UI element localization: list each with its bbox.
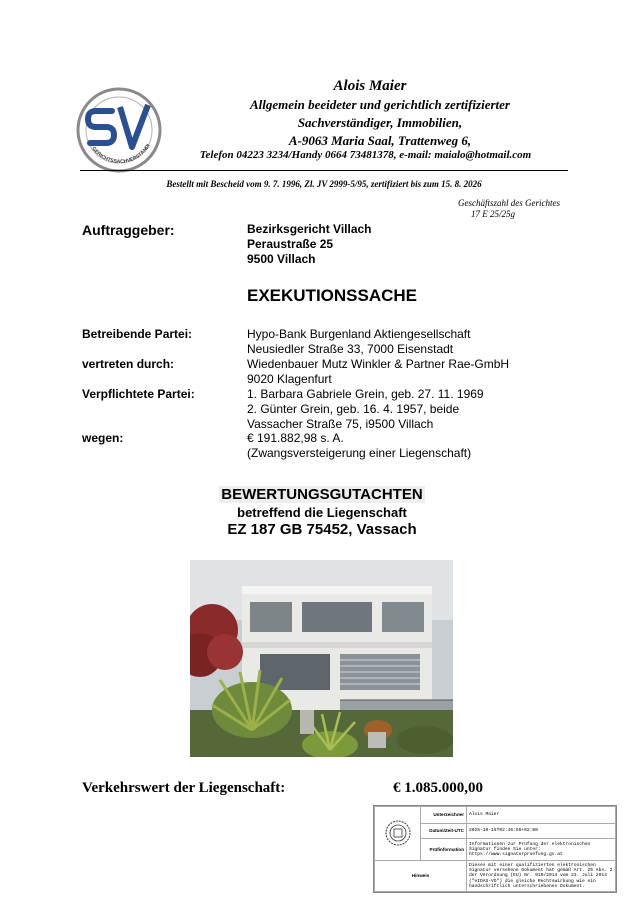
plaintiff-name: Hypo-Bank Burgenland Aktiengesellschaft [247,327,471,341]
client-street: Peraustraße 25 [247,237,334,251]
plaintiff-address: Neusiedler Straße 33, 7000 Eisenstadt [247,342,454,356]
representative-label: vertreten durch: [82,357,175,371]
market-value-label: Verkehrswert der Liegenschaft: [82,780,286,796]
signer-value: Alois Maier [467,807,616,824]
property-photo [190,560,453,757]
letterhead-divider [80,170,568,171]
market-value-amount: € 1.085.000,00 [393,780,483,796]
datetime-value: 2025-10-15T02:46:55+02:00 [467,824,616,839]
claim-label: wegen: [82,431,124,445]
client-city: 9500 Villach [247,252,316,266]
signature-box [373,805,617,893]
expert-title-line-1: Allgemein beeideter und gerichtlich zertifizierter [250,97,510,112]
sv-logo [76,87,162,173]
verification-value: Informationen zur Prüfung der elektronischen Signatur finden Sie unter: https://www.signaturpruefung.gv.at [467,839,616,861]
document-title: EXEKUTIONSSACHE [247,286,418,305]
seal-icon [384,819,412,847]
defendant-address: Vassacher Straße 75, i9500 Villach [247,417,434,431]
client-name: Bezirksgericht Villach [247,222,372,236]
signature-seal [375,807,421,861]
verification-label: Prüfinformation [421,839,467,861]
court-case-number-label: Geschäftszahl des Gerichtes [458,198,560,208]
signer-label: Unterzeichner [421,807,467,824]
expert-name: Alois Maier [333,78,407,94]
representative-name: Wiedenbauer Mutz Winkler & Partner Rae-GmbH [247,357,510,371]
expert-address: A-9063 Maria Saal, Trattenweg 6, [288,133,472,148]
appointment-note: Bestellt mit Bescheid vom 9. 7. 1996, Zl. JV 2999-5/95, zertifiziert bis zum 15. 8. 2026 [166,179,482,189]
client-label: Auftraggeber: [82,222,175,238]
claim-amount: € 191.882,98 s. A. [247,431,344,445]
notice-label: Hinweis [375,861,467,892]
representative-city: 9020 Klagenfurt [247,372,332,386]
notice-value: Dieses mit einer qualifizierten elektronischen Signatur versehene Dokument hat gemäß Art. 25 Abs. 2 der Verordnung (EU) Nr. 910/2014 vom 23. Juli 2014 ("eIDAS-VO") die gleiche Rechtswirkung wie ein handschriftlich unterschriebenes Dokument. [467,861,616,892]
defendant-2: 2. Günter Grein, geb. 16. 4. 1957, beide [247,402,460,416]
datetime-label: Datum/Zeit-UTC [421,824,467,839]
report-heading: BEWERTUNGSGUTACHTEN [221,486,423,503]
report-subheading: betreffend die Liegenschaft [237,505,407,520]
claim-description: (Zwangsversteigerung einer Liegenschaft) [247,446,472,460]
property-designation: EZ 187 GB 75452, Vassach [227,521,417,538]
court-case-number: 17 E 25/25g [471,209,515,219]
expert-contact: Telefon 04223 3234/Handy 0664 73481378, e-mail: maialo@hotmail.com [199,149,532,161]
plaintiff-label: Betreibende Partei: [82,327,193,341]
expert-title-line-2: Sachverständiger, Immobilien, [297,115,463,130]
defendant-label: Verpflichtete Partei: [82,387,195,401]
defendant-1: 1. Barbara Gabriele Grein, geb. 27. 11. 1969 [247,387,484,401]
logo-ring-text: GERICHTSSACHVERSTÄNDI [90,143,152,166]
